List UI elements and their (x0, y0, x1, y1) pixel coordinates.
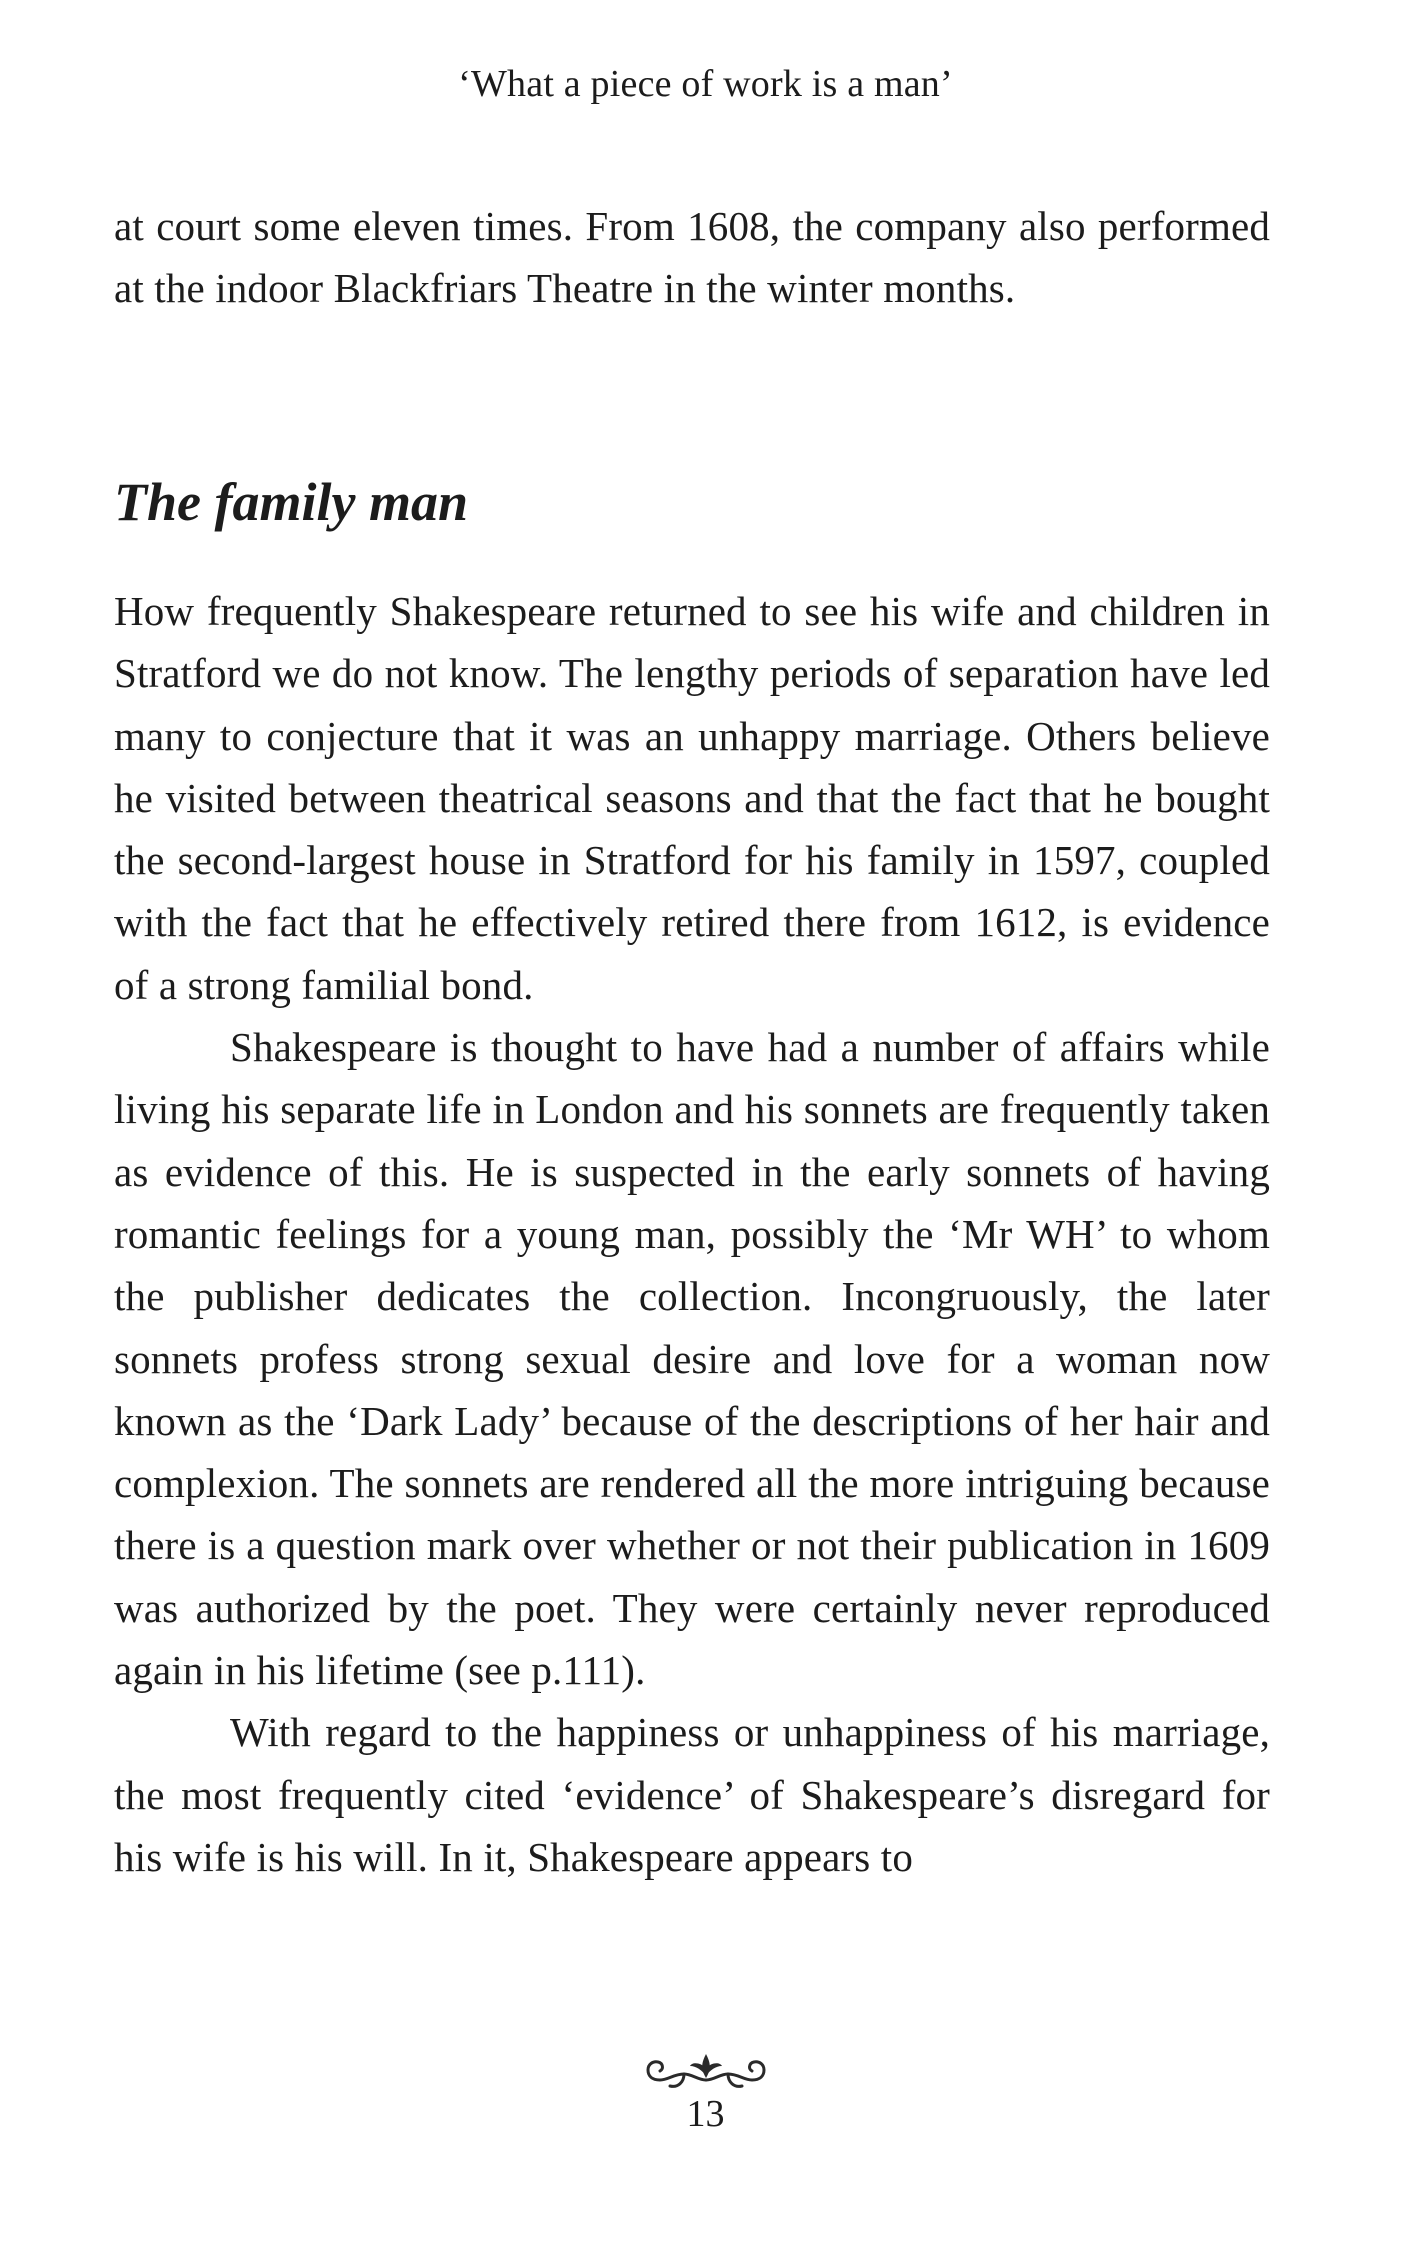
section-body (114, 580, 1270, 1888)
intro-paragraph: at court some eleven times. From 1608, the company also performed at the indoor Blackfriars Theatre in the winter months. (114, 203, 1270, 312)
body-paragraph: With regard to the happiness or unhappiness of his marriage, the most frequently cited ‘evidence’ of Shakespeare’s disregard for his wife is his will. In it, Shakespeare appears to (114, 1709, 1270, 1880)
intro-text-block (114, 195, 1270, 320)
fleuron-ornament-icon (640, 2050, 772, 2096)
running-head: ‘What a piece of work is a man’ (458, 63, 953, 105)
body-paragraph: Shakespeare is thought to have had a number of affairs while living his separate life in London and his sonnets are frequently taken as evidence of this. He is suspected in the early sonnets of having romantic feelings for a young man, possibly the ‘Mr WH’ to whom the publisher dedicates the collection. Incongruously, the later sonnets profess strong sexual desire and love for a woman now known as the ‘Dark Lady’ because of the descriptions of her hair and complexion. The sonnets are rendered all the more intriguing because there is a question mark over whether or not their publication in 1609 was authorized by the poet. They were certainly never reproduced again in his lifetime (see p.111). (114, 1024, 1270, 1694)
page-number: 13 (686, 2093, 725, 2135)
body-paragraph: How frequently Shakespeare returned to see his wife and children in Stratford we do not know. The lengthy periods of separation have led many to conjecture that it was an unhappy marriage. Others believe he visited between theatrical seasons and that the fact that he bought the second-largest house in Stratford for his family in 1597, coupled with the fact that he effectively retired there from 1612, is evidence of a strong familial bond. (114, 588, 1270, 1008)
section-heading: The family man (114, 472, 468, 532)
